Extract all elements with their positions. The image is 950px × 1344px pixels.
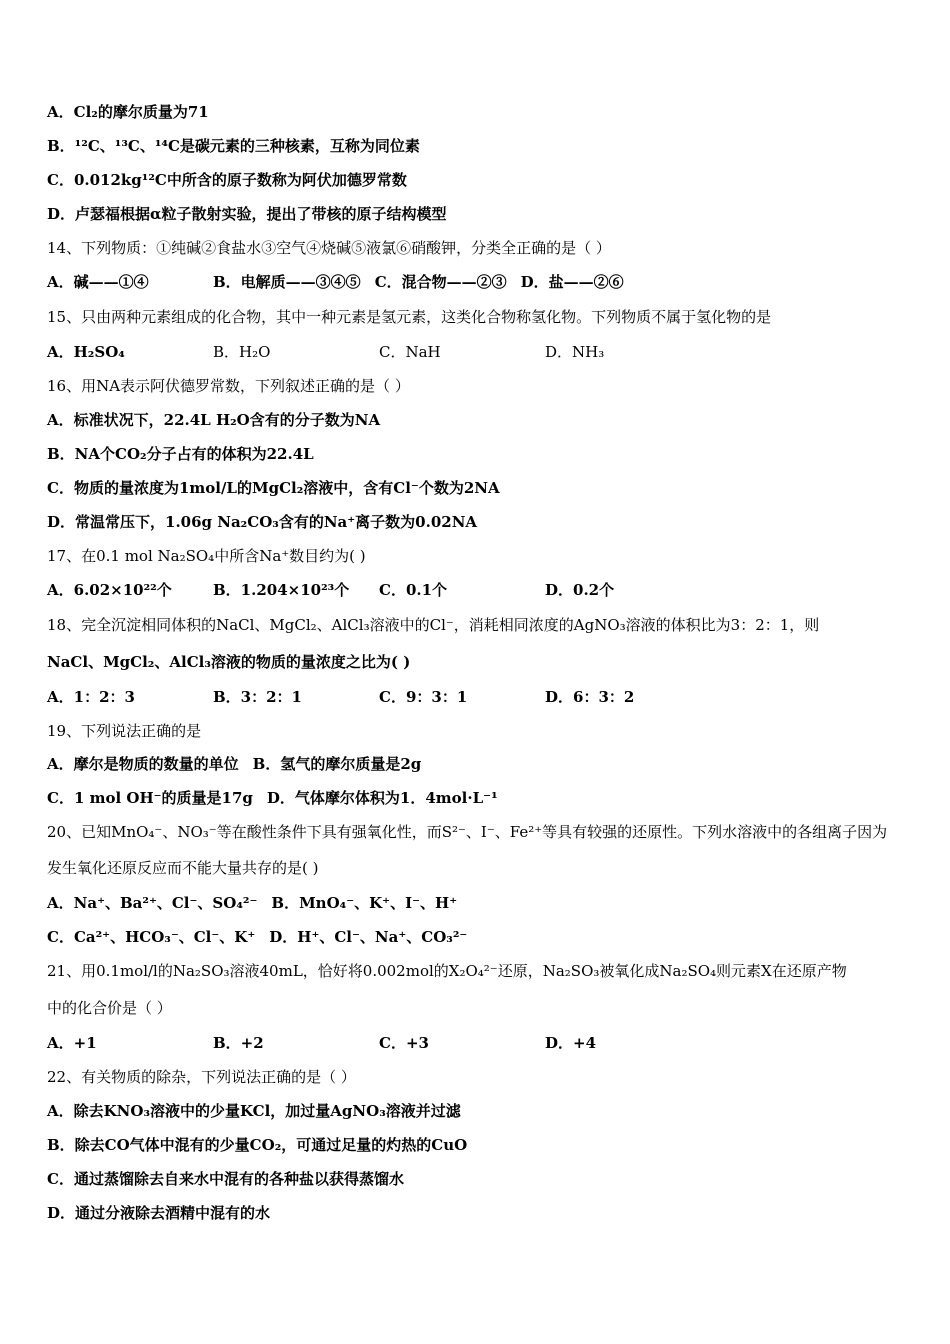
q15-option-b: B．H₂O xyxy=(213,343,271,361)
q20-option-d: D．H⁺、Cl⁻、Na⁺、CO₃²⁻ xyxy=(269,928,468,946)
q22-stem: 22、有关物质的除杂，下列说法正确的是（ ） xyxy=(47,1068,356,1086)
q16-option-c: C．物质的量浓度为1mol/L的MgCl₂溶液中，含有Cl⁻个数为2NA xyxy=(47,479,500,497)
q21-option-c: C．+3 xyxy=(379,1034,429,1052)
q18-options xyxy=(47,687,711,707)
q20-row1 xyxy=(47,893,457,913)
q22-option-d: D．通过分液除去酒精中混有的水 xyxy=(47,1204,271,1222)
q20-option-b: B．MnO₄⁻、K⁺、I⁻、H⁺ xyxy=(271,894,458,912)
q14-option-b: B．电解质——③④⑤ xyxy=(213,273,361,291)
q21-option-a: A．+1 xyxy=(47,1034,97,1052)
q19-option-b: B．氢气的摩尔质量是2g xyxy=(252,755,422,773)
q15-options xyxy=(47,342,711,362)
q22-option-a: A．除去KNO₃溶液中的少量KCl，加过量AgNO₃溶液并过滤 xyxy=(47,1102,461,1120)
q22-option-b: B．除去CO气体中混有的少量CO₂，可通过足量的灼热的CuO xyxy=(47,1136,468,1154)
q19-option-a: A．摩尔是物质的数量的单位 xyxy=(47,755,239,773)
q13-option-b: B．¹²C、¹³C、¹⁴C是碳元素的三种核素，互称为同位素 xyxy=(47,137,420,155)
q20-stem-line1: 20、已知MnO₄⁻、NO₃⁻等在酸性条件下具有强氧化性，而S²⁻、I⁻、Fe²⁺等具有较强的还原性。下列水溶液中的各组离子因为 xyxy=(47,823,888,841)
q18-option-d: D．6：3：2 xyxy=(545,688,635,706)
q16-option-d: D．常温常压下，1.06g Na₂CO₃含有的Na⁺离子数为0.02NA xyxy=(47,513,478,531)
q17-option-c: C．0.1个 xyxy=(379,581,448,599)
q21-option-d: D．+4 xyxy=(545,1034,597,1052)
q15-stem: 15、只由两种元素组成的化合物，其中一种元素是氢元素，这类化合物称氢化物。下列物质不属于氢化物的是 xyxy=(47,308,772,326)
q19-row2 xyxy=(47,788,498,808)
q20-row2 xyxy=(47,927,467,947)
q15-option-d: D．NH₃ xyxy=(545,343,605,361)
q18-stem-line2: NaCl、MgCl₂、AlCl₃溶液的物质的量浓度之比为( ) xyxy=(47,653,411,671)
q18-option-c: C．9：3：1 xyxy=(379,688,468,706)
q14-options xyxy=(47,272,638,292)
q19-stem: 19、下列说法正确的是 xyxy=(47,722,202,740)
q19-option-d: D．气体摩尔体积为1．4mol·L⁻¹ xyxy=(266,789,498,807)
q16-stem: 16、用NA表示阿伏德罗常数，下列叙述正确的是（ ） xyxy=(47,377,410,395)
q17-option-d: D．0.2个 xyxy=(545,581,615,599)
q17-option-a: A．6.02×10²²个 xyxy=(47,581,172,599)
q18-option-b: B．3：2：1 xyxy=(213,688,302,706)
q13-option-a: A．Cl₂的摩尔质量为71 xyxy=(47,103,209,121)
q20-stem-line2: 发生氧化还原反应而不能大量共存的是( ) xyxy=(47,859,319,877)
q20-option-a: A．Na⁺、Ba²⁺、Cl⁻、SO₄²⁻ xyxy=(47,894,258,912)
q14-option-d: D．盐——②⑥ xyxy=(520,273,624,291)
q16-option-a: A．标准状况下，22.4L H₂O含有的分子数为NA xyxy=(47,411,381,429)
q19-row1 xyxy=(47,754,421,774)
q13-option-d: D．卢瑟福根据α粒子散射实验，提出了带核的原子结构模型 xyxy=(47,205,447,223)
q21-options xyxy=(47,1033,711,1053)
q15-option-c: C．NaH xyxy=(379,343,441,361)
q16-option-b: B．NA个CO₂分子占有的体积为22.4L xyxy=(47,445,314,463)
q21-option-b: B．+2 xyxy=(213,1034,264,1052)
q22-option-c: C．通过蒸馏除去自来水中混有的各种盐以获得蒸馏水 xyxy=(47,1170,404,1188)
q17-stem: 17、在0.1 mol Na₂SO₄中所含Na⁺数目约为( ) xyxy=(47,547,366,565)
q21-stem-line2: 中的化合价是（ ） xyxy=(47,999,172,1017)
q18-stem-line1: 18、完全沉淀相同体积的NaCl、MgCl₂、AlCl₃溶液中的Cl⁻，消耗相同浓度的AgNO₃溶液的体积比为3：2：1，则 xyxy=(47,616,820,634)
q13-option-c: C．0.012kg¹²C中所含的原子数称为阿伏加德罗常数 xyxy=(47,171,407,189)
q18-option-a: A．1：2：3 xyxy=(47,688,135,706)
q19-option-c: C．1 mol OH⁻的质量是17g xyxy=(47,789,253,807)
q21-stem-line1: 21、用0.1mol/l的Na₂SO₃溶液40mL，恰好将0.002mol的X₂O₄²⁻还原，Na₂SO₃被氧化成Na₂SO₄则元素X在还原产物 xyxy=(47,962,847,980)
q15-option-a: A．H₂SO₄ xyxy=(47,343,125,361)
q14-option-c: C．混合物——②③ xyxy=(374,273,507,291)
q14-stem: 14、下列物质：①纯碱②食盐水③空气④烧碱⑤液氯⑥硝酸钾，分类全正确的是（ ） xyxy=(47,239,611,257)
q17-options xyxy=(47,580,711,600)
q14-option-a: A．碱——①④ xyxy=(47,273,149,291)
q17-option-b: B．1.204×10²³个 xyxy=(213,581,350,599)
q20-option-c: C．Ca²⁺、HCO₃⁻、Cl⁻、K⁺ xyxy=(47,928,256,946)
